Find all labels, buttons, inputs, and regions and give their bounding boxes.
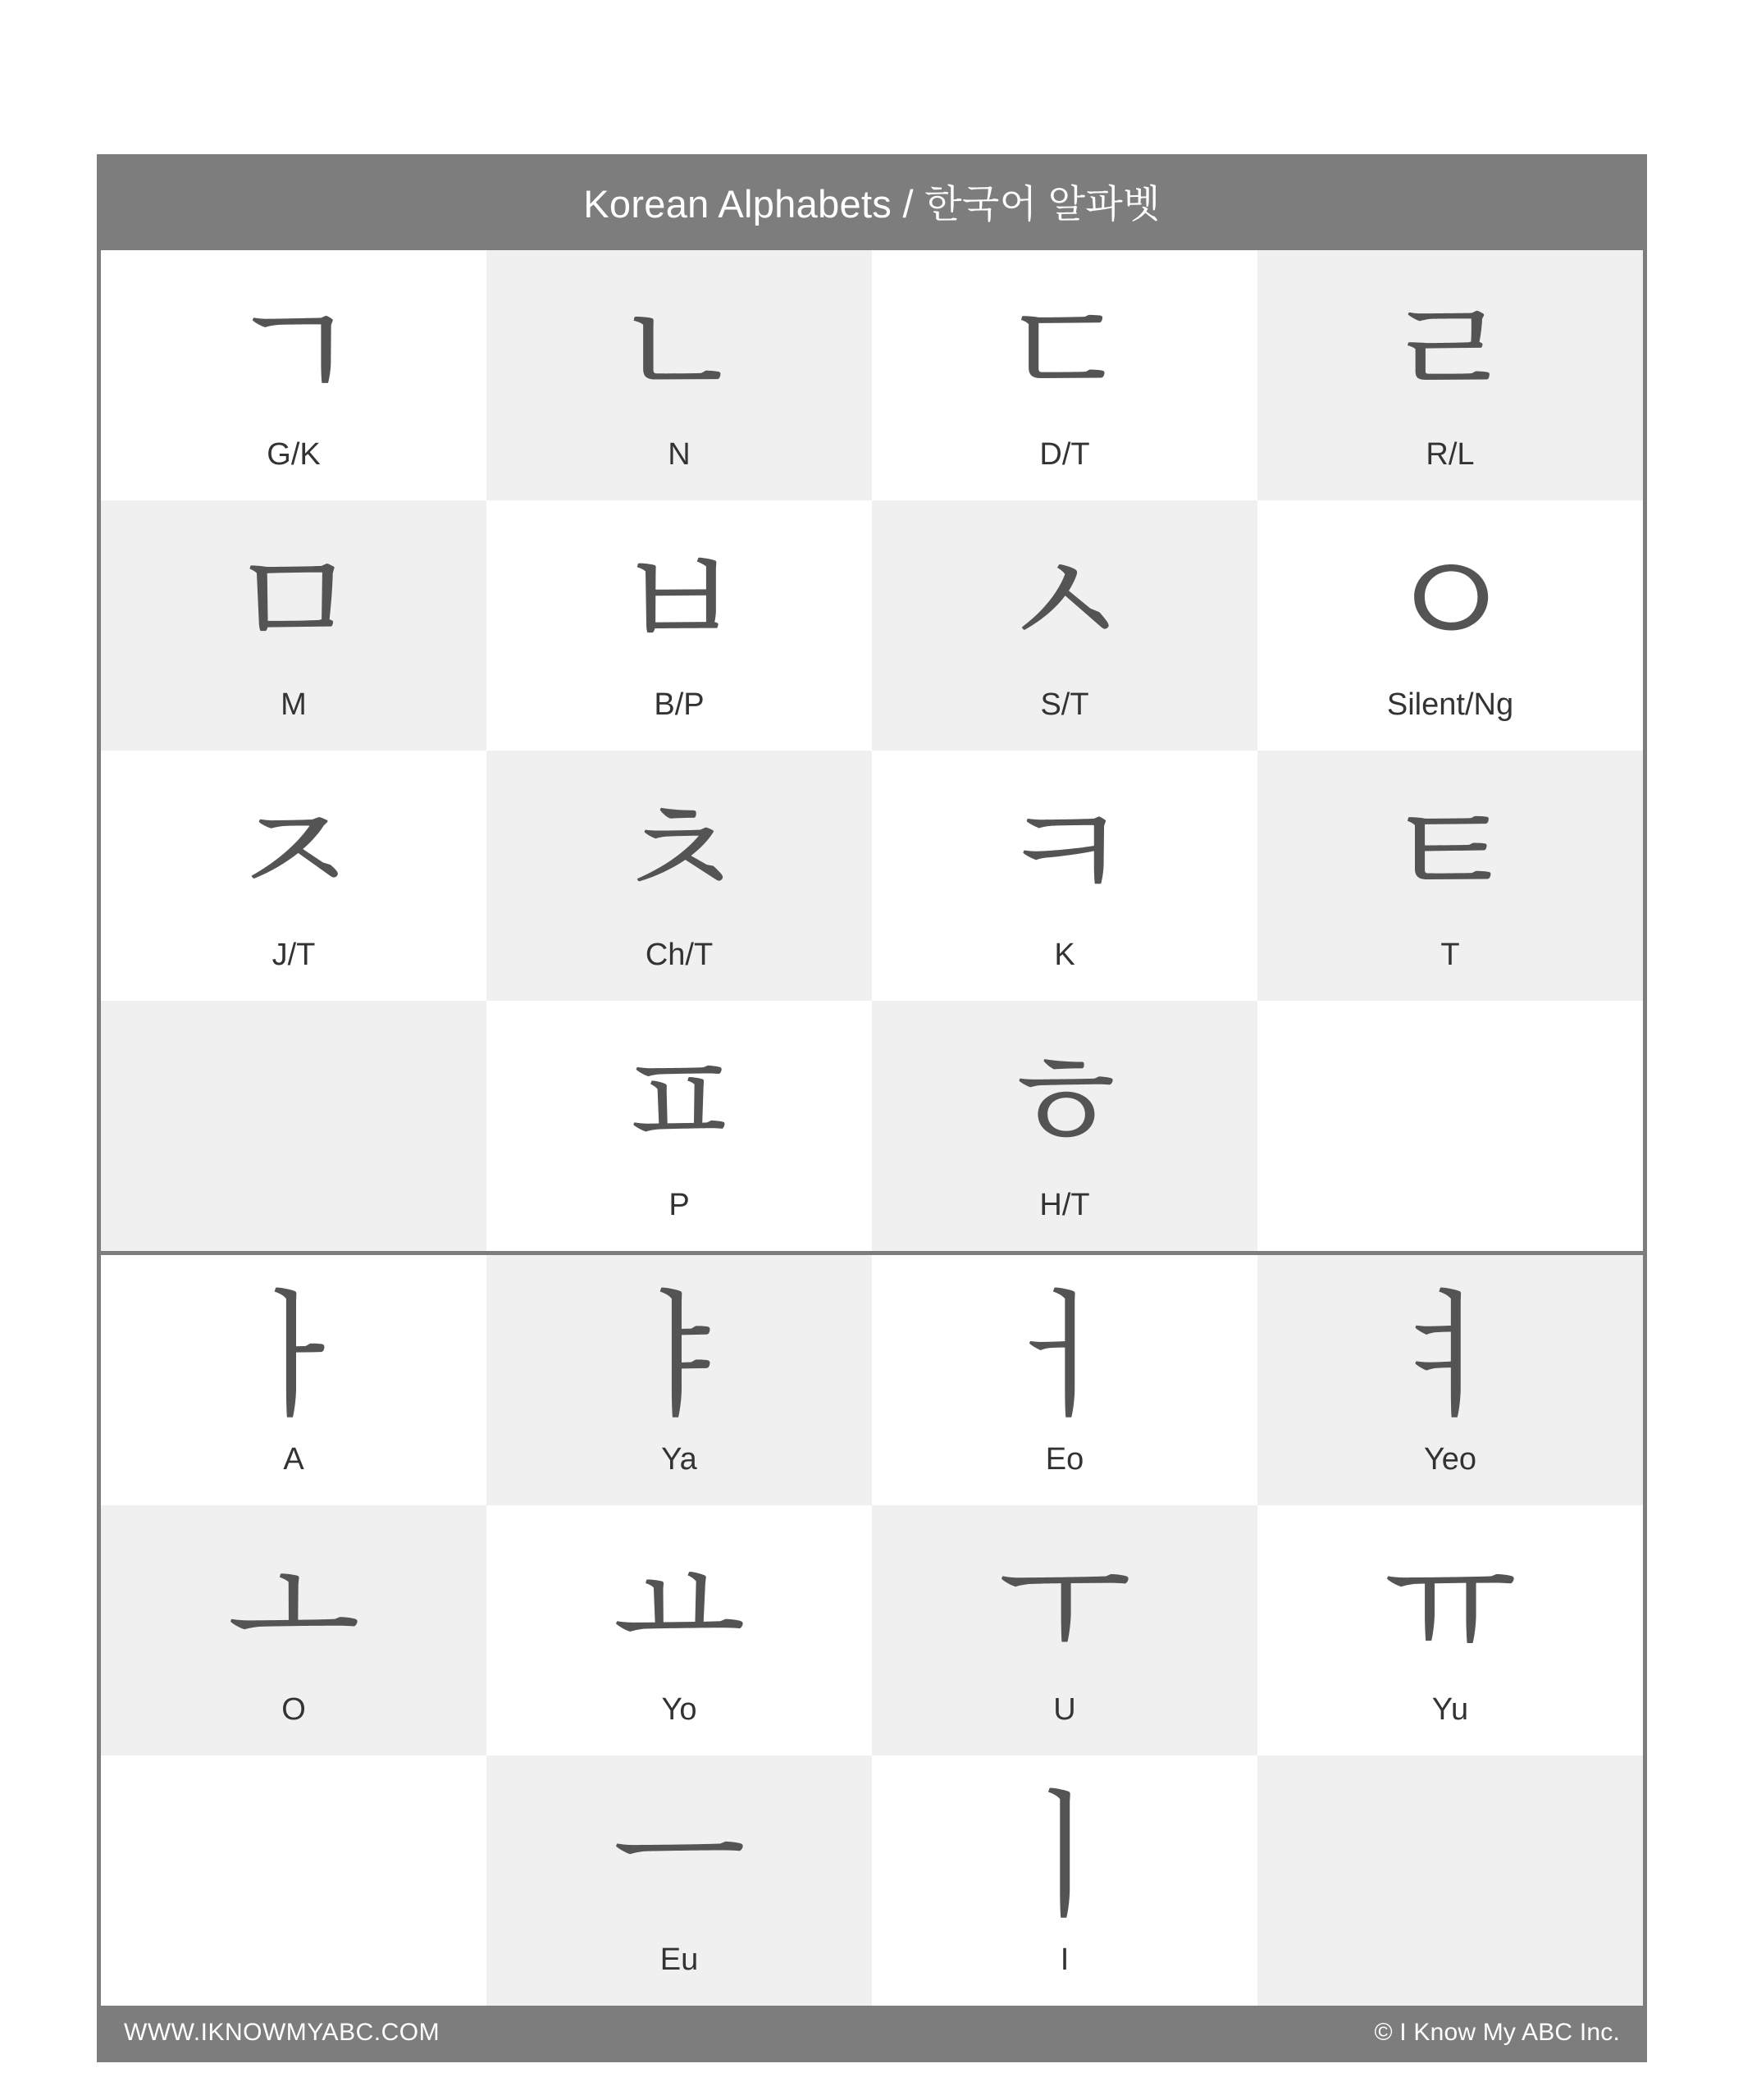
consonant-cell (486, 500, 872, 751)
consonant-glyph: ㅎ (997, 1022, 1132, 1183)
vowel-glyph: ㅣ (997, 1777, 1132, 1938)
vowel-cell (486, 1755, 872, 2006)
consonant-cell (101, 751, 486, 1001)
consonant-cell (872, 1001, 1257, 1251)
consonant-cell (101, 250, 486, 500)
vowel-grid (101, 1251, 1643, 2006)
consonant-glyph: ㄹ (1383, 272, 1517, 432)
vowel-romanization: Yeo (1423, 1442, 1477, 1477)
consonant-glyph: ㄱ (226, 272, 361, 432)
consonant-cell (1257, 1001, 1643, 1251)
consonant-romanization: D/T (1039, 437, 1090, 472)
vowel-glyph: ㅛ (612, 1527, 746, 1687)
consonant-grid (101, 247, 1643, 1251)
vowel-romanization: U (1053, 1692, 1076, 1727)
vowel-romanization: A (283, 1442, 304, 1477)
vowel-romanization: Ya (661, 1442, 697, 1477)
vowel-cell (486, 1255, 872, 1505)
vowel-glyph: ㅜ (997, 1527, 1132, 1687)
consonant-cell (1257, 250, 1643, 500)
consonant-romanization: G/K (267, 437, 321, 472)
consonant-glyph: ㅋ (997, 772, 1132, 933)
consonant-cell (872, 250, 1257, 500)
footer-website: WWW.IKNOWMYABC.COM (124, 2019, 440, 2046)
consonant-cell (1257, 751, 1643, 1001)
vowel-cell (486, 1505, 872, 1755)
vowel-glyph: ㅓ (997, 1276, 1132, 1437)
consonant-romanization: Ch/T (645, 938, 714, 972)
vowel-cell (101, 1755, 486, 2006)
consonant-cell (486, 751, 872, 1001)
vowel-glyph: ㅕ (1383, 1276, 1517, 1437)
vowel-cell (1257, 1255, 1643, 1505)
consonant-romanization: N (668, 437, 691, 472)
vowel-romanization: I (1060, 1942, 1070, 1977)
vowel-glyph: ㅠ (1383, 1527, 1517, 1687)
consonant-romanization: S/T (1040, 687, 1089, 722)
consonant-glyph: ㅊ (612, 772, 746, 933)
consonant-romanization: J/T (271, 938, 316, 972)
vowel-glyph: ㅑ (612, 1276, 746, 1437)
consonant-cell (101, 500, 486, 751)
consonant-cell (1257, 500, 1643, 751)
consonant-glyph: ㄷ (997, 272, 1132, 432)
consonant-cell (101, 1001, 486, 1251)
consonant-glyph: ㅌ (1383, 772, 1517, 933)
chart-footer (101, 2006, 1643, 2058)
vowel-cell (872, 1255, 1257, 1505)
consonant-romanization: M (281, 687, 307, 722)
consonant-romanization: P (668, 1188, 690, 1222)
consonant-glyph: ㅍ (612, 1022, 746, 1183)
consonant-cell (486, 250, 872, 500)
korean-alphabet-chart (97, 154, 1647, 2062)
vowel-romanization: Eo (1045, 1442, 1084, 1477)
page-title: Korean Alphabets / 한국어 알파벳 (101, 158, 1643, 247)
consonant-romanization: R/L (1426, 437, 1475, 472)
vowel-cell (101, 1255, 486, 1505)
consonant-glyph: ㅂ (612, 522, 746, 682)
consonant-glyph: ㄴ (612, 272, 746, 432)
vowel-romanization: Eu (659, 1942, 699, 1977)
consonant-cell (872, 500, 1257, 751)
consonant-glyph: ㅁ (226, 522, 361, 682)
consonant-romanization: T (1440, 938, 1460, 972)
vowel-cell (1257, 1755, 1643, 2006)
vowel-romanization: Yo (661, 1692, 697, 1727)
consonant-cell (872, 751, 1257, 1001)
vowel-glyph: ㅗ (226, 1527, 361, 1687)
consonant-romanization: H/T (1039, 1188, 1090, 1222)
vowel-cell (872, 1505, 1257, 1755)
consonant-romanization: B/P (654, 687, 705, 722)
consonant-glyph: ㅈ (226, 772, 361, 933)
consonant-romanization: Silent/Ng (1386, 687, 1514, 722)
vowel-glyph: ㅏ (226, 1276, 361, 1437)
vowel-glyph: ㅡ (612, 1777, 746, 1938)
vowel-romanization: Yu (1431, 1692, 1469, 1727)
vowel-romanization: O (281, 1692, 306, 1727)
consonant-glyph: ㅅ (997, 522, 1132, 682)
consonant-romanization: K (1054, 938, 1075, 972)
consonant-cell (486, 1001, 872, 1251)
consonant-glyph: ㅇ (1383, 522, 1517, 682)
vowel-cell (101, 1505, 486, 1755)
vowel-cell (1257, 1505, 1643, 1755)
vowel-cell (872, 1755, 1257, 2006)
footer-copyright: © I Know My ABC Inc. (1374, 2019, 1620, 2046)
